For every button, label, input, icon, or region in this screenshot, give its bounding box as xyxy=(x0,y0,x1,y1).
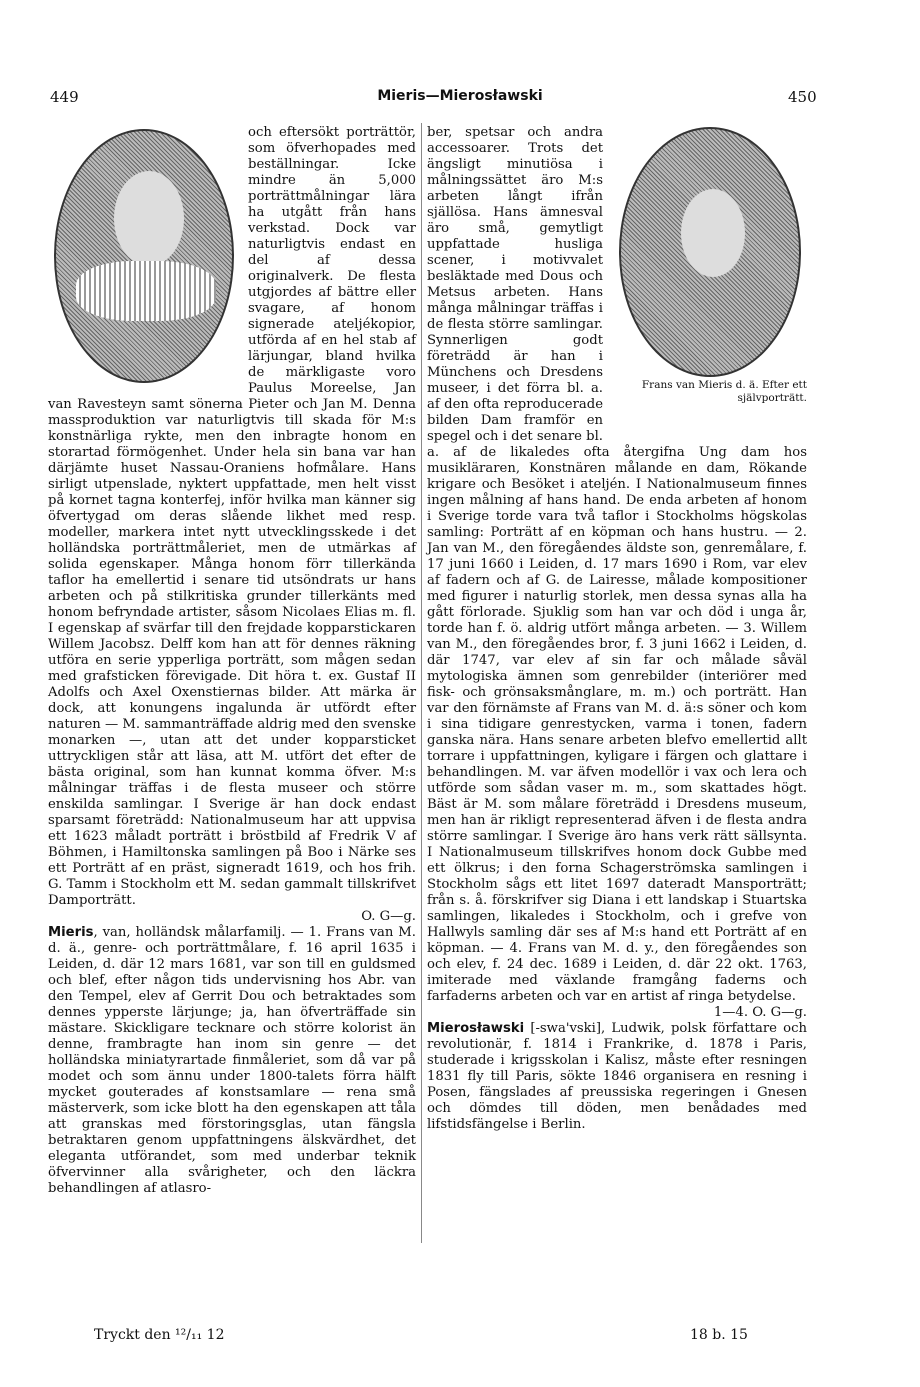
author-signature: O. G—g. xyxy=(361,909,416,924)
entry-text-mieris-continued: ber, spetsar och andra accessoarer. Trots det ängsligt minutiösa i målningssättet äro M:s arbeten långt ifrån själlösa. Hans ämnesval äro små, gemytligt uppfattade husliga scener, i motivvalet besläktade med Dous och Metsus arbeten. Hans många målningar träffas i de flesta större samlingar. Synnerligen godt företrädd är han i Münchens och Dresdens museer, i det förra bl. a. af den ofta reproducerade bilden Dam framför en spegel och i det senare bl. a. af de likaledes ofta återgifna Ung dam hos musikläraren, Konstnären målande en dam, Rökande krigare och Besöket i ateljén. I Nationalmuseum finnes ingen målning af hans hand. De enda arbeten af honom i Sverige torde vara två taflor i Stockholms högskolas samling: Porträtt af en köpman och hans hustru. — 2. Jan van M., den föregåendes äldste son, genremålare, f. 17 juni 1660 i Leiden, d. 17 mars 1690 i Rom, var elev af fadern och af G. de Lairesse, målade kompositioner med figurer i naturlig storlek, men dessa synas alla ha gått förlorade. Sjuklig som han var och död i unga år, torde han f. ö. aldrig utfört många arbeten. — 3. Willem van M., den föregåendes bror, f. 3 juni 1662 i Leiden, d. där 1747, var elev af sin far och målade såväl mytologiska ämnen som genrebilder (interiörer med fisk- och grönsaksmånglare, m. m.) och porträtt. Han var den förnämste af Frans van M. d. ä:s söner och kom i sina tidigare genrestycken, varma i tonen, fadern ganska nära. Hans senare arbeten blefvo emellertid allt torrare i uppfattningen, kyligare i färgen och glattare i behandlingen. M. var äfven modellör i vax och lera och utförde som sådan vaser m. m., som skattades högt. Bäst är M. som målare företrädd i Dresdens museum, men han är rikligt representerad äfven i de flesta andra större samlingar. I Sverige äro hans verk rätt sällsynta. I Nationalmuseum tillskrifves honom dock Gubbe med ett ölkrus; i den forna Schagerströmska samlingen i Stockholm sågs ett litet 1697 dateradt Mansporträtt; från s. å. förskrifver sig Diana i ett landskap i Stuartska samlingen, likaledes i Stockholm, och i grefve von Hallwyls samling där ses af M:s hand ett Porträtt af en köpman. — 4. Frans van M. d. y., den föregåendes son och elev, f. 24 dec. 1689 i Leiden, d. där 22 okt. 1763, imiterade med växlande framgång faderns och farfaderns arbeten och var en artist af ringa betydelse. xyxy=(427,125,807,1004)
entry-text-mieris: , van, holländsk målarfamilj. — 1. Frans van M. d. ä., genre- och porträttmålare, f. 16 april 1635 i Leiden, d. där 12 mars 1681, var son till en guldsmed och blef, efter någon tids undervisning hos Abr. van den Tempel, elev af Gerrit Dou och betraktades som dennes ypperste lärjunge; ja, han öfverträffade sin mästare. Skickligare tecknare och större kolorist än denne, frambragte han inom sin genre — det holländska miniatyrartade finmåleriet, som då var på modet och som ännu under 1800-talets förra hälft mycket gouterades af konstsamlare — rena små mästerverk, som icke blott ha den egenskapen att tåla att granskas med förstoringsglas, utan fängsla betraktaren genom uppfattningens älskvärdhet, det eleganta utförandet, som med underbar teknik öfvervinner alla svårigheter, och den läckra behandlingen af atlasro- xyxy=(48,925,416,1196)
right-column xyxy=(427,125,807,1133)
page-number-left: 449 xyxy=(50,88,79,106)
portrait-engraving-left xyxy=(48,129,238,391)
figure-caption: Frans van Mieris d. ä. Efter ett självporträtt. xyxy=(641,379,807,404)
author-signature: 1—4. O. G—g. xyxy=(713,1005,807,1020)
column-divider xyxy=(421,123,422,1243)
running-head: Mieris—Mierosławski xyxy=(377,88,543,104)
portrait-oval xyxy=(54,129,234,383)
signature-mark: 18 b. 15 xyxy=(690,1327,748,1343)
portrait-oval xyxy=(619,127,801,377)
article-text-continued: och eftersökt porträttör, som öfverhopades med beställningar. Icke mindre än 5,000 porträttmålningar lära ha utgått från hans verkstad. Dock var naturligtvis endast en del af dessa originalverk. De flesta utgjordes af bättre eller svagare, af honom signerade ateljékopior, utförda af en hel stab af lärjungar, bland hvilka de märkligaste voro Paulus Moreelse, Jan van Ravesteyn samt sönerna Pieter och Jan M. Denna massproduktion var naturligtvis till skada för M:s konstnärliga rykte, men den inbragte honom en storartad förmögenhet. Under hela sin bana var han därjämte huset Nassau-Oraniens hofmålare. Hans sirligt utpenslade, nyktert uppfattade, men helt visst på kornet tagna konterfej, inför hvilka man känner sig öfvertygad om deras slående likhet med resp. modeller, markera intet nytt utvecklingsskede i det holländska porträttmåleriet, men de utmärkas af solida egenskaper. Många honom förr tillerkända taflor ha emellertid i senare tid utsöndrats ur hans arbeten och på stilkritiska grunder tillerkänts med honom befryndade artister, såsom Nicolaes Elias m. fl. I egenskap af svärfar till den frejdade kopparstickaren Willem Jacobsz. Delff kom han att för dennes räkning utföra en serie ypperliga porträtt, som mågen sedan med grafsticken förevigade. Dit höra t. ex. Gustaf II Adolfs och Axel Oxenstiernas bilder. Att märka är dock, att konungens ingalunda är utfördt efter naturen — M. sammanträffade aldrig med den svenske monarken —, utan att det under kopparsticket uttryckligen står att läsa, att M. utfört det efter de bästa original, som han kunnat komma öfver. M:s målningar träffas i de flesta museer och större enskilda samlingar. I Sverige är han dock endast sparsamt företrädd: Nationalmuseum har att uppvisa ett 1623 måladt porträtt i bröstbild af Fredrik V af Böhmen, i Hamiltonska samlingen på Boo i Närke ses ett Porträtt af en präst, signeradt 1619, och hos frih. G. Tamm i Stockholm ett M. sedan gammalt tillskrifvet Damporträtt. xyxy=(48,125,416,908)
entry-text-mieroslawski: [-swa'vski], Ludwik, polsk författare och revolutionär, f. 1814 i Frankrike, d. 1878 i Paris, studerade i krigsskolan i Kalisz, måste efter resningen 1831 fly till Paris, sökte 1846 organisera en resning i Posen, fängslades af preussiska regeringen i Gnesen och dömdes till döden, men benådades med lifstidsfängelse i Berlin. xyxy=(427,1021,807,1132)
entry-heading-mieris: Mieris xyxy=(48,925,94,940)
portrait-figure-right xyxy=(611,127,807,431)
page-number-right: 450 xyxy=(788,88,817,106)
entry-heading-mieroslawski: Mierosławski xyxy=(427,1021,525,1036)
printer-note: Tryckt den ¹²/₁₁ 12 xyxy=(94,1327,225,1343)
left-column xyxy=(48,125,416,1197)
